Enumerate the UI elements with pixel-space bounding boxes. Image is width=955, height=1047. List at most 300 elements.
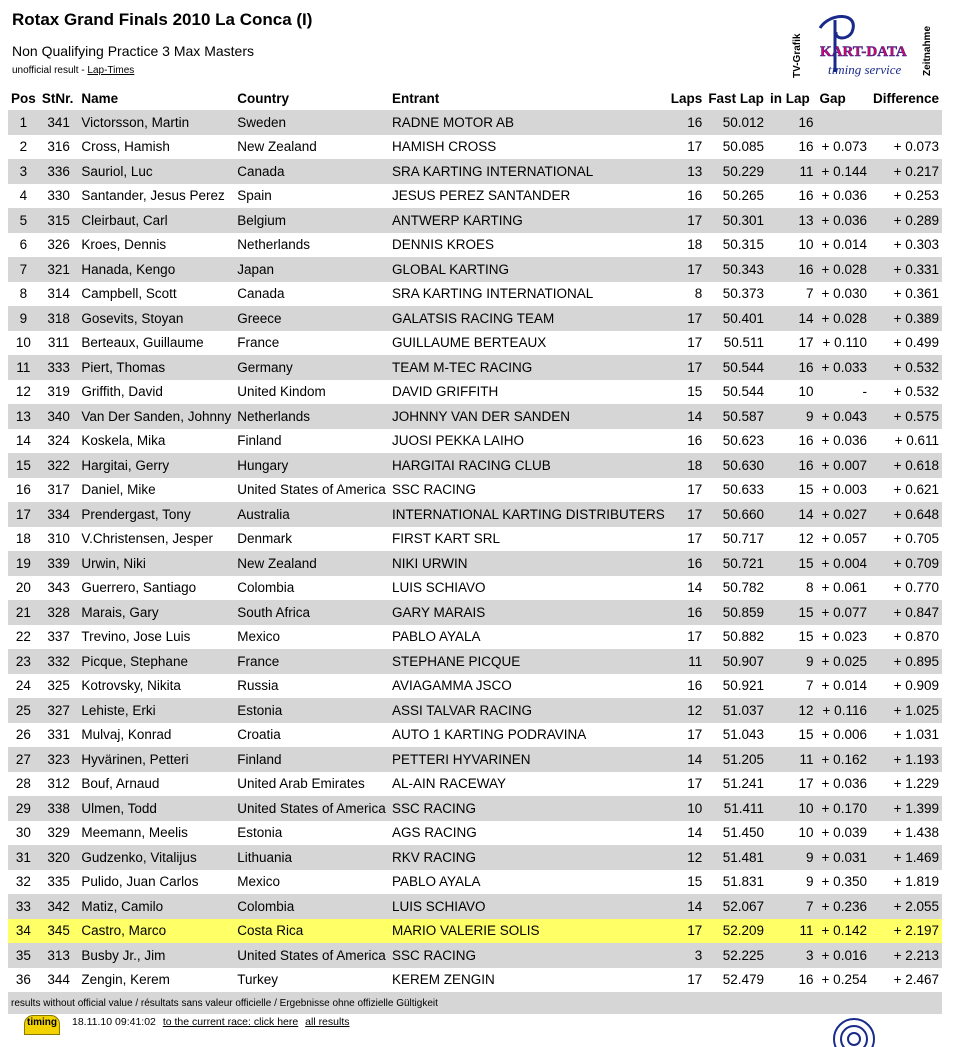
cell-fastlap: 50.782: [705, 576, 767, 601]
cell-laps: 12: [668, 845, 706, 870]
cell-gap: + 0.254: [816, 968, 870, 993]
footnote-text: results without official value / résultats sans valeur officielle / Ergebnisse ohne offizielle Gültigkeit: [8, 992, 942, 1014]
cell-fastlap: 50.907: [705, 649, 767, 674]
cell-gap: + 0.036: [816, 184, 870, 209]
cell-inlap: 9: [767, 845, 816, 870]
cell-difference: + 1.819: [870, 870, 942, 895]
cell-laps: 17: [668, 331, 706, 356]
cell-country: Germany: [234, 355, 389, 380]
cell-entrant: RADNE MOTOR AB: [389, 110, 668, 135]
kart-data-logo: [790, 10, 935, 82]
cell-name: Van Der Sanden, Johnny: [78, 404, 234, 429]
cell-inlap: 13: [767, 208, 816, 233]
cell-entrant: LUIS SCHIAVO: [389, 894, 668, 919]
cell-fastlap: 50.717: [705, 527, 767, 552]
cell-country: Lithuania: [234, 845, 389, 870]
cell-laps: 16: [668, 429, 706, 454]
cell-name: Matiz, Camilo: [78, 894, 234, 919]
table-row: [8, 306, 942, 331]
cell-country: Australia: [234, 502, 389, 527]
cell-gap: + 0.025: [816, 649, 870, 674]
cell-laps: 13: [668, 159, 706, 184]
cell-laps: 17: [668, 723, 706, 748]
table-row: [8, 233, 942, 258]
footer-timestamp: 18.11.10 09:41:02: [72, 1016, 156, 1028]
cell-name: Piert, Thomas: [78, 355, 234, 380]
cell-name: Urwin, Niki: [78, 551, 234, 576]
table-row: [8, 772, 942, 797]
logo-side-left: TV-Grafik: [792, 33, 803, 78]
cell-gap: + 0.077: [816, 600, 870, 625]
table-row: [8, 404, 942, 429]
cell-entrant: HAMISH CROSS: [389, 135, 668, 160]
cell-country: Spain: [234, 184, 389, 209]
cell-inlap: 12: [767, 527, 816, 552]
cell-gap: + 0.116: [816, 698, 870, 723]
table-row: [8, 625, 942, 650]
cell-inlap: 10: [767, 233, 816, 258]
cell-name: Hanada, Kengo: [78, 257, 234, 282]
cell-name: Kroes, Dennis: [78, 233, 234, 258]
cell-difference: + 0.217: [870, 159, 942, 184]
cell-pos: 15: [8, 453, 39, 478]
table-row: [8, 184, 942, 209]
cell-gap: + 0.014: [816, 233, 870, 258]
cell-inlap: 16: [767, 184, 816, 209]
cell-entrant: DAVID GRIFFITH: [389, 380, 668, 405]
cell-difference: + 0.499: [870, 331, 942, 356]
cell-pos: 9: [8, 306, 39, 331]
cell-pos: 12: [8, 380, 39, 405]
cell-difference: + 1.025: [870, 698, 942, 723]
cell-difference: + 0.289: [870, 208, 942, 233]
table-row: [8, 453, 942, 478]
cell-entrant: MARIO VALERIE SOLIS: [389, 919, 668, 944]
footer-links: [72, 1016, 350, 1028]
cell-difference: + 0.253: [870, 184, 942, 209]
cell-pos: 33: [8, 894, 39, 919]
cell-country: Belgium: [234, 208, 389, 233]
table-row: [8, 208, 942, 233]
cell-entrant: JESUS PEREZ SANTANDER: [389, 184, 668, 209]
cell-pos: 5: [8, 208, 39, 233]
cell-entrant: JUOSI PEKKA LAIHO: [389, 429, 668, 454]
cell-stnr: 322: [39, 453, 79, 478]
cell-laps: 17: [668, 625, 706, 650]
cell-stnr: 311: [39, 331, 79, 356]
cell-gap: + 0.057: [816, 527, 870, 552]
cell-inlap: 9: [767, 404, 816, 429]
cell-stnr: 317: [39, 478, 79, 503]
table-row: [8, 698, 942, 723]
cell-pos: 23: [8, 649, 39, 674]
cell-country: Japan: [234, 257, 389, 282]
cell-pos: 7: [8, 257, 39, 282]
cell-entrant: SRA KARTING INTERNATIONAL: [389, 282, 668, 307]
cell-country: Canada: [234, 282, 389, 307]
cell-fastlap: 51.043: [705, 723, 767, 748]
cell-difference: + 0.575: [870, 404, 942, 429]
cell-pos: 36: [8, 968, 39, 993]
cell-pos: 26: [8, 723, 39, 748]
cell-country: Canada: [234, 159, 389, 184]
cell-gap: + 0.033: [816, 355, 870, 380]
timing-badge-icon: timing: [24, 1015, 60, 1035]
cell-fastlap: 50.301: [705, 208, 767, 233]
cell-difference: + 0.389: [870, 306, 942, 331]
cell-inlap: 14: [767, 502, 816, 527]
cell-inlap: 8: [767, 576, 816, 601]
cell-fastlap: 50.511: [705, 331, 767, 356]
cell-name: Mulvaj, Konrad: [78, 723, 234, 748]
cell-country: Croatia: [234, 723, 389, 748]
cell-laps: 15: [668, 870, 706, 895]
cell-inlap: 12: [767, 698, 816, 723]
cell-pos: 17: [8, 502, 39, 527]
cell-stnr: 339: [39, 551, 79, 576]
cell-pos: 22: [8, 625, 39, 650]
table-row: [8, 110, 942, 135]
table-row: [8, 600, 942, 625]
cell-fastlap: 50.229: [705, 159, 767, 184]
table-row: [8, 282, 942, 307]
table-row: [8, 894, 942, 919]
table-row: [8, 135, 942, 160]
cell-difference: + 0.532: [870, 355, 942, 380]
cell-country: Costa Rica: [234, 919, 389, 944]
cell-pos: 14: [8, 429, 39, 454]
cell-laps: 18: [668, 453, 706, 478]
cell-entrant: PETTERI HYVARINEN: [389, 747, 668, 772]
results-table: [8, 86, 942, 1014]
col-difference: Difference: [872, 90, 939, 106]
cell-name: Kotrovsky, Nikita: [78, 674, 234, 699]
cell-entrant: STEPHANE PICQUE: [389, 649, 668, 674]
cell-gap: + 0.007: [816, 453, 870, 478]
col-stnr: StNr.: [41, 90, 74, 106]
cell-stnr: 326: [39, 233, 79, 258]
cell-stnr: 345: [39, 919, 79, 944]
cell-difference: + 1.438: [870, 821, 942, 846]
cell-entrant: GUILLAUME BERTEAUX: [389, 331, 668, 356]
cell-stnr: 312: [39, 772, 79, 797]
cell-fastlap: 51.450: [705, 821, 767, 846]
cell-country: Greece: [234, 306, 389, 331]
col-fastlap: Fast Lap: [708, 90, 764, 106]
cell-stnr: 319: [39, 380, 79, 405]
cell-fastlap: 50.265: [705, 184, 767, 209]
cell-pos: 11: [8, 355, 39, 380]
cell-pos: 24: [8, 674, 39, 699]
lap-times-link[interactable]: Lap-Times: [87, 65, 135, 76]
cell-laps: 15: [668, 380, 706, 405]
cell-stnr: 320: [39, 845, 79, 870]
cell-difference: + 2.467: [870, 968, 942, 993]
cell-difference: + 1.229: [870, 772, 942, 797]
table-row: [8, 331, 942, 356]
cell-name: Meemann, Meelis: [78, 821, 234, 846]
cell-gap: + 0.039: [816, 821, 870, 846]
cell-name: Picque, Stephane: [78, 649, 234, 674]
cell-gap: + 0.006: [816, 723, 870, 748]
cell-gap: + 0.162: [816, 747, 870, 772]
cell-country: New Zealand: [234, 551, 389, 576]
cell-country: Colombia: [234, 894, 389, 919]
cell-fastlap: 50.544: [705, 380, 767, 405]
cell-stnr: 334: [39, 502, 79, 527]
unofficial-label: unofficial result -: [12, 65, 85, 76]
cell-laps: 17: [668, 527, 706, 552]
cell-inlap: 16: [767, 968, 816, 993]
table-row: [8, 870, 942, 895]
cell-difference: + 0.618: [870, 453, 942, 478]
cell-name: Hargitai, Gerry: [78, 453, 234, 478]
cell-country: Finland: [234, 429, 389, 454]
cell-fastlap: 52.225: [705, 943, 767, 968]
col-gap: Gap: [819, 90, 846, 106]
cell-difference: + 2.055: [870, 894, 942, 919]
cell-country: United Kindom: [234, 380, 389, 405]
cell-difference: + 1.031: [870, 723, 942, 748]
cell-country: Netherlands: [234, 233, 389, 258]
table-row-highlighted: [8, 919, 942, 944]
target-ring-icon: [832, 1017, 876, 1047]
cell-gap: + 0.031: [816, 845, 870, 870]
cell-difference: + 0.303: [870, 233, 942, 258]
cell-name: Guerrero, Santiago: [78, 576, 234, 601]
cell-stnr: 344: [39, 968, 79, 993]
table-row: [8, 723, 942, 748]
cell-name: Berteaux, Guillaume: [78, 331, 234, 356]
cell-inlap: 10: [767, 796, 816, 821]
cell-laps: 16: [668, 184, 706, 209]
cell-entrant: AL-AIN RACEWAY: [389, 772, 668, 797]
cell-stnr: 315: [39, 208, 79, 233]
cell-entrant: GLOBAL KARTING: [389, 257, 668, 282]
cell-entrant: LUIS SCHIAVO: [389, 576, 668, 601]
cell-gap: + 0.014: [816, 674, 870, 699]
cell-stnr: 335: [39, 870, 79, 895]
cell-gap: + 0.028: [816, 306, 870, 331]
cell-stnr: 321: [39, 257, 79, 282]
cell-difference: + 0.361: [870, 282, 942, 307]
cell-fastlap: 51.241: [705, 772, 767, 797]
current-race-link[interactable]: to the current race: click here: [162, 1016, 299, 1028]
cell-stnr: 318: [39, 306, 79, 331]
table-row: [8, 576, 942, 601]
cell-country: Russia: [234, 674, 389, 699]
cell-pos: 19: [8, 551, 39, 576]
cell-inlap: 7: [767, 282, 816, 307]
cell-pos: 18: [8, 527, 39, 552]
cell-name: Pulido, Juan Carlos: [78, 870, 234, 895]
cell-gap: + 0.350: [816, 870, 870, 895]
cell-pos: 32: [8, 870, 39, 895]
cell-entrant: ASSI TALVAR RACING: [389, 698, 668, 723]
cell-fastlap: 51.037: [705, 698, 767, 723]
cell-laps: 16: [668, 674, 706, 699]
cell-fastlap: 50.012: [705, 110, 767, 135]
cell-fastlap: 50.343: [705, 257, 767, 282]
cell-country: France: [234, 331, 389, 356]
table-row: [8, 159, 942, 184]
cell-pos: 20: [8, 576, 39, 601]
cell-name: Daniel, Mike: [78, 478, 234, 503]
cell-pos: 6: [8, 233, 39, 258]
cell-inlap: 15: [767, 625, 816, 650]
col-pos: Pos: [11, 90, 36, 106]
col-name: Name: [81, 90, 119, 106]
cell-laps: 14: [668, 747, 706, 772]
cell-stnr: 327: [39, 698, 79, 723]
cell-stnr: 338: [39, 796, 79, 821]
cell-laps: 17: [668, 919, 706, 944]
cell-name: Zengin, Kerem: [78, 968, 234, 993]
cell-laps: 17: [668, 772, 706, 797]
cell-gap: + 0.142: [816, 919, 870, 944]
cell-gap: + 0.043: [816, 404, 870, 429]
cell-difference: + 0.770: [870, 576, 942, 601]
cell-difference: + 0.870: [870, 625, 942, 650]
cell-difference: + 0.073: [870, 135, 942, 160]
cell-gap: + 0.144: [816, 159, 870, 184]
cell-fastlap: 50.633: [705, 478, 767, 503]
cell-laps: 17: [668, 257, 706, 282]
table-row: [8, 429, 942, 454]
cell-inlap: 15: [767, 478, 816, 503]
table-row: [8, 796, 942, 821]
cell-entrant: TEAM M-TEC RACING: [389, 355, 668, 380]
table-row: [8, 527, 942, 552]
cell-name: Gudzenko, Vitalijus: [78, 845, 234, 870]
cell-entrant: AGS RACING: [389, 821, 668, 846]
cell-stnr: 313: [39, 943, 79, 968]
cell-stnr: 330: [39, 184, 79, 209]
cell-inlap: 16: [767, 355, 816, 380]
cell-inlap: 17: [767, 772, 816, 797]
cell-stnr: 329: [39, 821, 79, 846]
table-row: [8, 551, 942, 576]
cell-pos: 8: [8, 282, 39, 307]
cell-inlap: 15: [767, 551, 816, 576]
cell-entrant: PABLO AYALA: [389, 870, 668, 895]
cell-name: Prendergast, Tony: [78, 502, 234, 527]
cell-entrant: JOHNNY VAN DER SANDEN: [389, 404, 668, 429]
cell-entrant: AVIAGAMMA JSCO: [389, 674, 668, 699]
table-row: [8, 674, 942, 699]
cell-pos: 34: [8, 919, 39, 944]
cell-name: Bouf, Arnaud: [78, 772, 234, 797]
cell-country: United Arab Emirates: [234, 772, 389, 797]
cell-country: Mexico: [234, 870, 389, 895]
table-row: [8, 257, 942, 282]
cell-inlap: 11: [767, 747, 816, 772]
cell-difference: + 0.705: [870, 527, 942, 552]
cell-gap: + 0.027: [816, 502, 870, 527]
all-results-link[interactable]: all results: [305, 1016, 350, 1028]
cell-gap: + 0.003: [816, 478, 870, 503]
cell-country: Netherlands: [234, 404, 389, 429]
cell-country: Hungary: [234, 453, 389, 478]
cell-pos: 31: [8, 845, 39, 870]
table-row: [8, 478, 942, 503]
cell-entrant: ANTWERP KARTING: [389, 208, 668, 233]
cell-laps: 17: [668, 502, 706, 527]
cell-laps: 16: [668, 600, 706, 625]
cell-stnr: 342: [39, 894, 79, 919]
cell-entrant: GARY MARAIS: [389, 600, 668, 625]
cell-pos: 10: [8, 331, 39, 356]
table-header-row: [8, 86, 942, 110]
cell-fastlap: 50.721: [705, 551, 767, 576]
cell-entrant: RKV RACING: [389, 845, 668, 870]
cell-inlap: 10: [767, 380, 816, 405]
cell-country: France: [234, 649, 389, 674]
footnote-row: [8, 992, 942, 1014]
table-row: [8, 380, 942, 405]
cell-name: Lehiste, Erki: [78, 698, 234, 723]
cell-inlap: 7: [767, 894, 816, 919]
cell-stnr: 325: [39, 674, 79, 699]
cell-country: United States of America: [234, 478, 389, 503]
logo-tagline: timing service: [828, 62, 902, 77]
cell-stnr: 314: [39, 282, 79, 307]
cell-country: United States of America: [234, 796, 389, 821]
cell-country: Turkey: [234, 968, 389, 993]
cell-name: Campbell, Scott: [78, 282, 234, 307]
cell-difference: + 1.399: [870, 796, 942, 821]
cell-difference: [870, 110, 942, 135]
cell-fastlap: 52.479: [705, 968, 767, 993]
cell-fastlap: 51.411: [705, 796, 767, 821]
cell-entrant: DENNIS KROES: [389, 233, 668, 258]
cell-entrant: SRA KARTING INTERNATIONAL: [389, 159, 668, 184]
cell-laps: 17: [668, 208, 706, 233]
cell-laps: 14: [668, 821, 706, 846]
cell-fastlap: 50.401: [705, 306, 767, 331]
table-row: [8, 845, 942, 870]
cell-pos: 25: [8, 698, 39, 723]
cell-name: Marais, Gary: [78, 600, 234, 625]
col-laps: Laps: [670, 90, 703, 106]
cell-pos: 1: [8, 110, 39, 135]
cell-name: Sauriol, Luc: [78, 159, 234, 184]
cell-gap: + 0.004: [816, 551, 870, 576]
cell-fastlap: 50.859: [705, 600, 767, 625]
table-row: [8, 649, 942, 674]
cell-inlap: 10: [767, 821, 816, 846]
cell-name: Santander, Jesus Perez: [78, 184, 234, 209]
cell-laps: 14: [668, 894, 706, 919]
page-title: Rotax Grand Finals 2010 La Conca (I): [12, 10, 313, 29]
cell-gap: -: [816, 380, 870, 405]
cell-fastlap: 52.209: [705, 919, 767, 944]
table-row: [8, 968, 942, 993]
cell-fastlap: 51.831: [705, 870, 767, 895]
cell-entrant: SSC RACING: [389, 796, 668, 821]
cell-entrant: FIRST KART SRL: [389, 527, 668, 552]
cell-entrant: KEREM ZENGIN: [389, 968, 668, 993]
cell-stnr: 328: [39, 600, 79, 625]
cell-pos: 3: [8, 159, 39, 184]
cell-fastlap: 51.205: [705, 747, 767, 772]
cell-inlap: 11: [767, 159, 816, 184]
cell-country: Sweden: [234, 110, 389, 135]
cell-stnr: 341: [39, 110, 79, 135]
cell-name: Trevino, Jose Luis: [78, 625, 234, 650]
cell-difference: + 0.648: [870, 502, 942, 527]
cell-gap: [816, 110, 870, 135]
